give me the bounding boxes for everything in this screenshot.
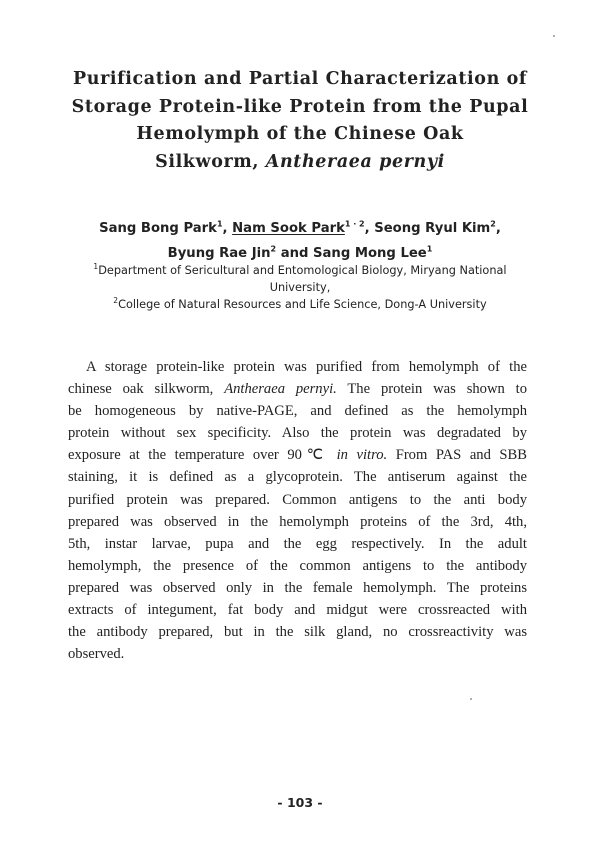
author-separator: , (222, 221, 228, 236)
title-line: Hemolymph of the Chinese Oak (136, 124, 464, 144)
paper-title (40, 66, 560, 176)
affiliation-text: Department of Sericultural and Entomological Biology, Miryang National (98, 264, 507, 277)
author-affiliation-mark: 1 (216, 219, 223, 229)
author-affiliation-mark: 1 (426, 244, 433, 254)
abstract-line: be homogeneous by native-PAGE, and defined as the hemolymph (68, 403, 527, 420)
abstract-line: prepared was observed only in the female hemolymph. The proteins (68, 579, 527, 596)
abstract-line: prepared was observed in the hemolymph proteins of the 3rd, 4th, (68, 513, 527, 530)
affiliation-line (60, 262, 540, 279)
scan-speck (553, 35, 555, 37)
affiliation-text: College of Natural Resources and Life Science, Dong-A University (118, 298, 487, 311)
author-separator: , (364, 221, 370, 236)
italic-term: in vitro. (336, 447, 388, 464)
abstract-line: observed. (68, 646, 125, 663)
author-list (40, 216, 560, 266)
affiliation-line (60, 296, 540, 313)
author-affiliation-mark: 1 · 2 (344, 219, 365, 229)
abstract-line: hemolymph, the presence of the common antigens to the antibody (68, 557, 527, 574)
abstract-paragraph (68, 356, 527, 665)
species-name: Antheraea pernyi (265, 151, 445, 172)
abstract-line: purified protein was prepared. Common antigens to the anti body (68, 491, 527, 508)
author-name: Seong Ryul Kim (374, 221, 491, 236)
title-line: Storage Protein-like Protein from the Pupal (71, 96, 529, 117)
author-name: Sang Bong Park (99, 221, 217, 236)
abstract-text: From PAS and SBB (387, 447, 528, 464)
author-conjunction: and (280, 246, 309, 261)
author-line (40, 216, 560, 241)
affiliation-line: University, (269, 281, 331, 294)
author-affiliation-mark: 2 (490, 219, 496, 229)
author-name: Sang Mong Lee (313, 246, 427, 261)
author-affiliation-mark: 2 (270, 244, 277, 254)
author-name: Byung Rae Jin (167, 246, 271, 261)
title-line: Purification and Partial Characterization of (73, 69, 527, 89)
abstract-text: exposure at the temperature over 90℃ (68, 447, 337, 464)
abstract-text: The protein was shown to (336, 381, 528, 398)
abstract-line (68, 378, 527, 400)
scan-speck (470, 698, 472, 700)
affiliation-mark: 2 (113, 296, 119, 306)
affiliation-mark: 1 (93, 262, 99, 272)
title-prefix: Silkworm, (155, 151, 266, 172)
abstract-line: the antibody prepared, but in the silk gland, no crossreactivity was (68, 624, 527, 641)
corresponding-author-name: Nam Sook Park (232, 221, 345, 236)
title-line (40, 149, 560, 177)
page-number: - 103 - (277, 795, 323, 810)
abstract-line: extracts of integument, fat body and midgut were crossreacted with (68, 602, 527, 619)
species-name: Antheraea pernyi. (224, 381, 337, 398)
abstract-line: 5th, instar larvae, pupa and the egg respectively. In the adult (68, 535, 527, 552)
author-separator: , (495, 221, 501, 236)
affiliation-block (60, 262, 540, 313)
abstract-text: chinese oak silkworm, (68, 381, 225, 398)
abstract-line: A storage protein-like protein was purified from hemolymph of the (86, 359, 527, 375)
abstract-line (68, 444, 527, 466)
abstract-line: staining, it is defined as a glycoprotein. The antiserum against the (68, 469, 527, 486)
abstract-line: protein without sex specificity. Also the protein was degradated by (68, 425, 527, 442)
